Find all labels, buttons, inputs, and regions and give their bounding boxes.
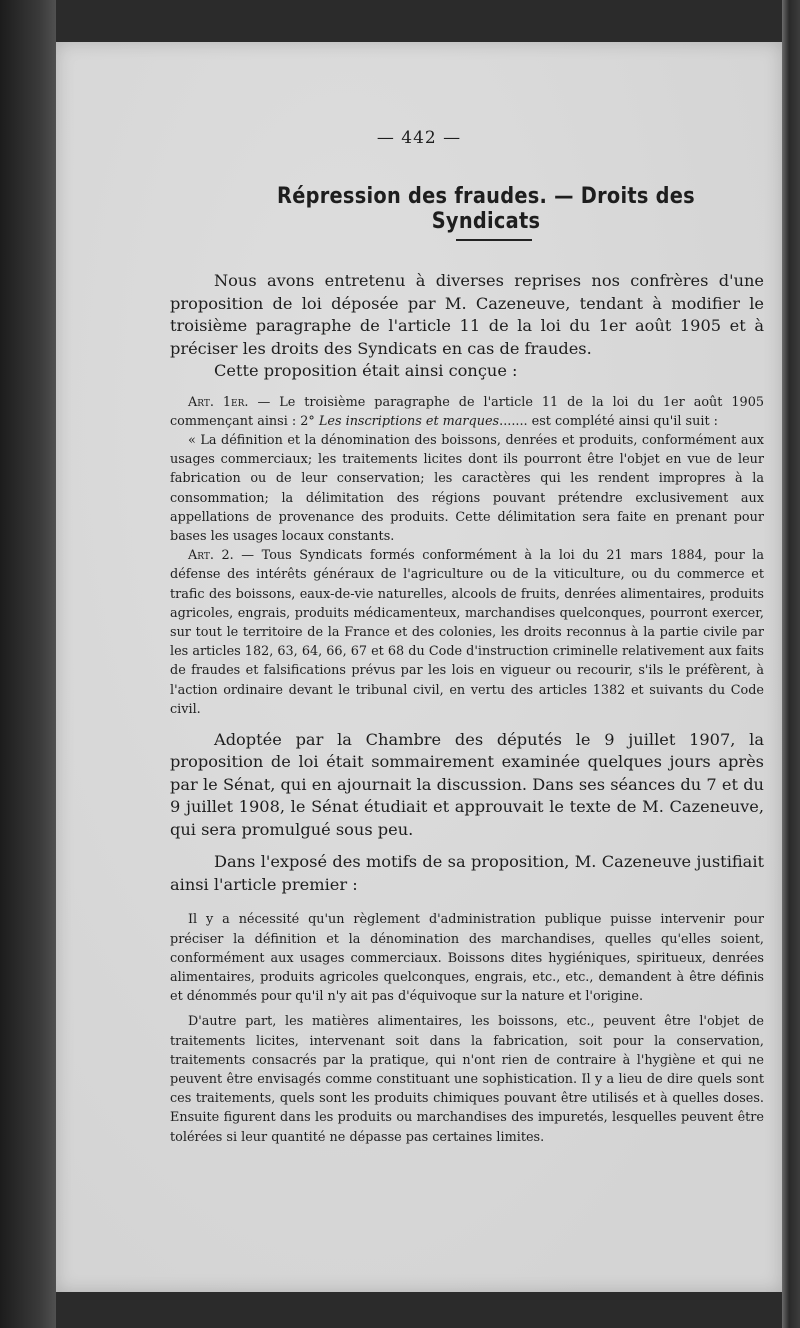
paragraph-article-1-quote: « La définition et la dénomination des boissons, denrées et produits, conformément aux usages commerciaux; les traitements licites dont ils pourront être l'objet en vue de leur fabrication ou de leur conservation; les caractères qui les rendent impropres à la consommation; la délimitation des régions pouvant prétendre exclusivement aux appellations de provenance des produits. Cette délimitation sera faite en prenant pour bases les usages locaux constants. xyxy=(170,432,764,544)
scan-border-left xyxy=(0,0,56,1328)
article-1-text-a: — Le troisième paragraphe de l'article 11 de la loi du 1er août 1905 commençant ainsi : 2° xyxy=(170,394,764,429)
paragraph-expose: Dans l'exposé des motifs de sa proposition, M. Cazeneuve justifiait ainsi l'article premier : xyxy=(170,852,764,894)
scan-border-right xyxy=(782,0,800,1328)
article-2-text: — Tous Syndicats formés conformément à la loi du 21 mars 1884, pour la défense des intérêts généraux de l'agriculture ou de la viticulture, ou du commerce et trafic des boissons, eaux-de-vie naturelles, alcools de fruits, denrées alimentaires, produits agricoles, engrais, produits médicamenteux, marchandises quelconques, pourront exercer, sur tout le territoire de la France et des colonies, les droits reconnus à la partie civile par les articles 182, 63, 64, 66, 67 et 68 du Code d'instruction criminelle relativement aux faits de fraudes et falsifications prévus par les lois en vigueur ou recourir, s'ils le préfèrent, à l'action ordinaire devant le tribunal civil, en vertu des articles 1382 et suivants du Code civil. xyxy=(170,548,764,717)
paragraph-article-2 xyxy=(170,546,764,719)
title-divider xyxy=(456,239,532,241)
article-1-label: Art. 1er. xyxy=(188,394,249,410)
article-1-emphasis: Les inscriptions et marques xyxy=(318,413,500,429)
paragraph-motifs-2: D'autre part, les matières alimentaires, les boissons, etc., peuvent être l'objet de traitements licites, intervenant soit dans la fabrication, soit pour la conservation, traitements consacrés par la pratique, qui n'ont rien de contraire à l'hygiène et qui ne peuvent être envisagés comme constituant une sophistication. Il y a lieu de dire quels sont ces traitements, quels sont les produits chimiques pouvant être utilisés et à quelles doses. Ensuite figurent dans les produits ou marchandises des impuretés, lesquelles peuvent être tolérées si leur quantité ne dépasse pas certaines limites. xyxy=(170,1014,764,1145)
paragraph-article-1 xyxy=(170,393,764,431)
article-2-label: Art. 2. xyxy=(188,548,234,564)
paragraph-proposal-lead: Cette proposition était ainsi conçue : xyxy=(214,361,518,380)
paragraph-motifs-1: Il y a nécessité qu'un règlement d'administration publique puisse intervenir pour préciser la définition et la dénomination des marchandises, quelles qu'elles soient, conformément aux usages commerciaux. Boissons dites hygiéniques, spiritueux, denrées alimentaires, produits agricoles quelconques, engrais, etc., etc., demandent à être définis et dénommés pour qu'il n'y ait pas d'équivoque sur la nature et l'origine. xyxy=(170,912,764,1005)
page-title: Répression des fraudes. — Droits des Syndicats xyxy=(277,184,695,234)
paragraph-intro: Nous avons entretenu à diverses reprises nos confrères d'une proposition de loi déposée par M. Cazeneuve, tendant à modifier le troisième paragraphe de l'article 11 de la loi du 1er août 1905 et à préciser les droits des Syndicats en cas de fraudes. xyxy=(170,271,764,358)
paragraph-adoption: Adoptée par la Chambre des députés le 9 juillet 1907, la proposition de loi était sommairement examinée quelques jours après par le Sénat, qui en ajournait la discussion. Dans ses séances du 7 et du 9 juillet 1908, le Sénat étudiait et approuvait le texte de M. Cazeneuve, qui sera promulgué sous peu. xyxy=(170,729,764,839)
document-page xyxy=(56,42,782,1292)
article-body xyxy=(170,270,764,1147)
article-1-text-b: ....... est complété ainsi qu'il suit : xyxy=(499,413,718,429)
page-number: — 442 — xyxy=(376,128,462,148)
